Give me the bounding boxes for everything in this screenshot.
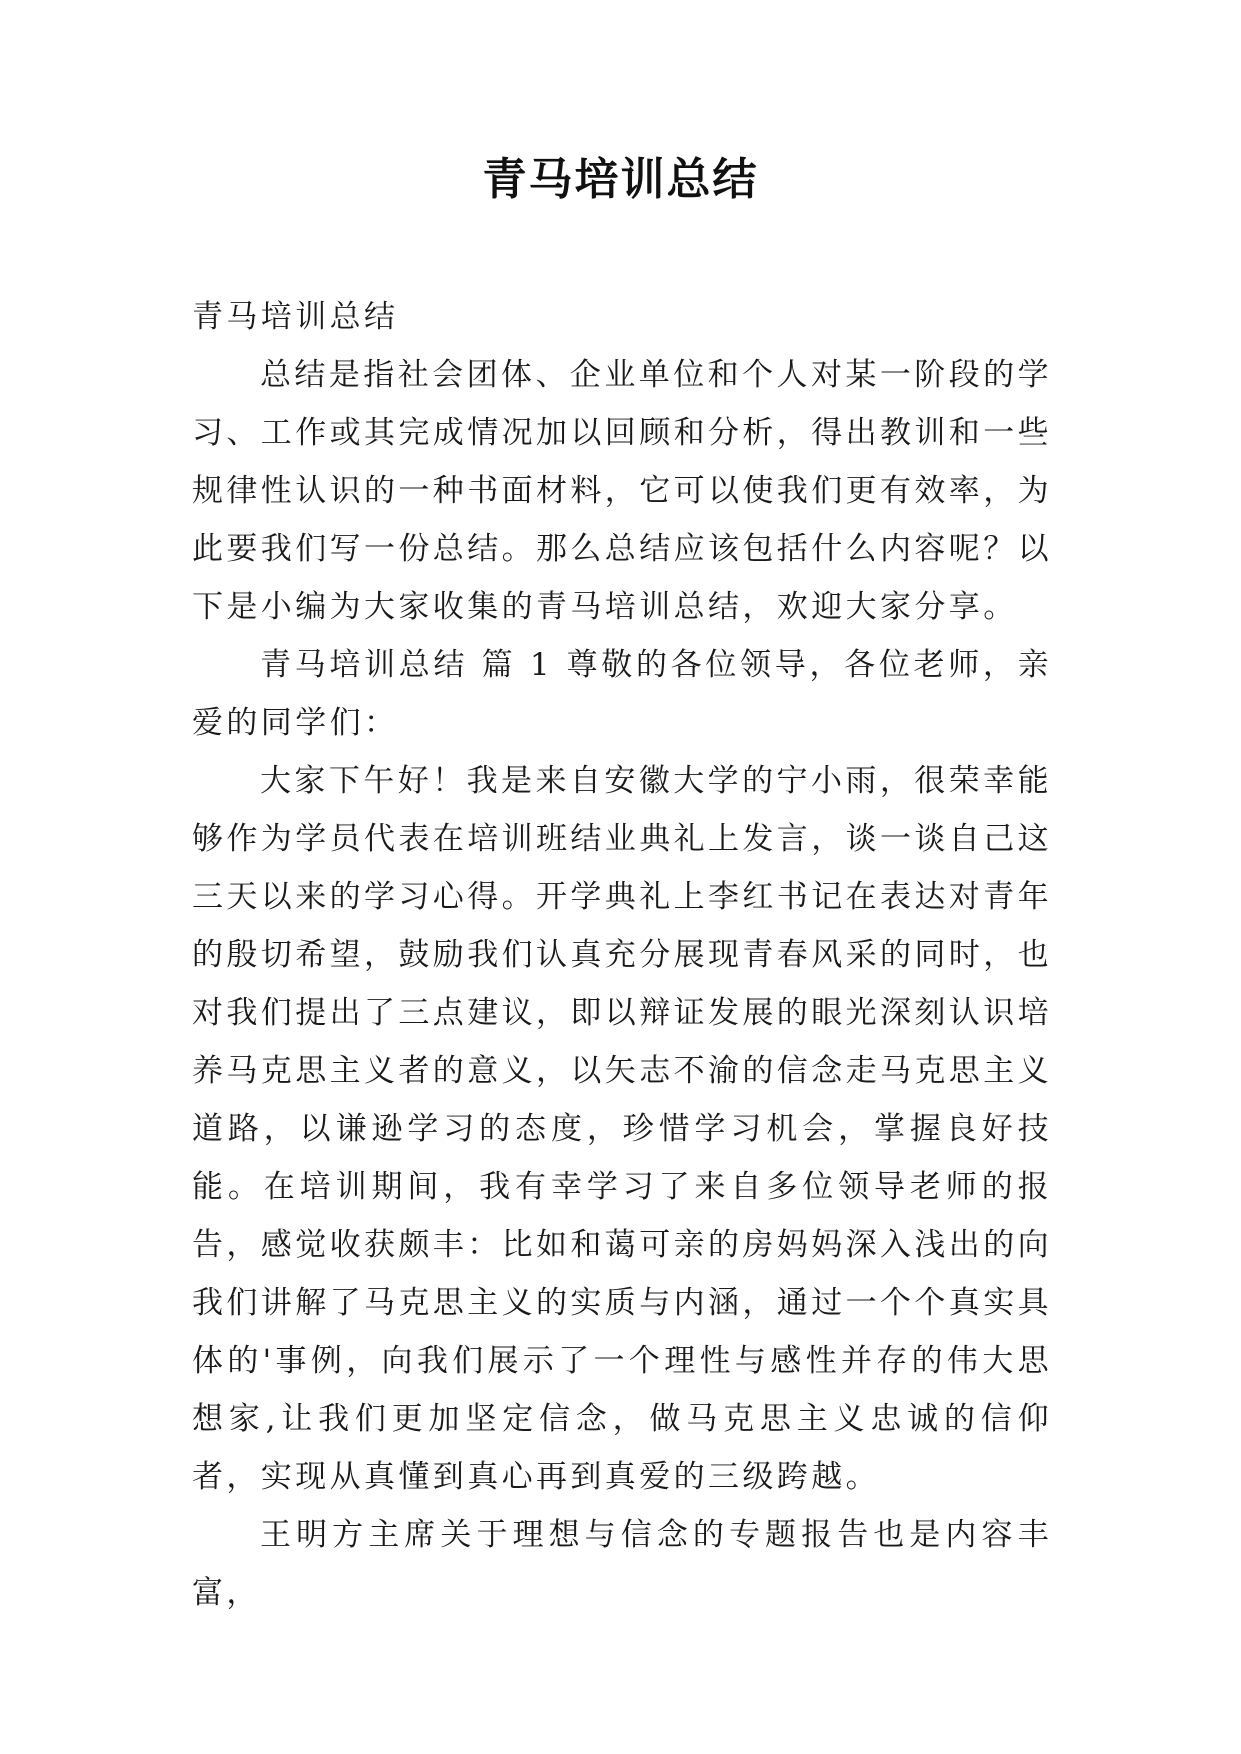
paragraph-salutation: 青马培训总结 篇 1 尊敬的各位领导，各位老师，亲爱的同学们： (192, 647, 1052, 741)
paragraph-speech: 大家下午好！我是来自安徽大学的宁小雨，很荣幸能够作为学员代表在培训班结业典礼上发言，谈一谈自己这三天以来的学习心得。开学典礼上李红书记在表达对青年的殷切希望，鼓励我们认真充分展现青春风采的同时，也对我们提出了三点建议，即以辩证发展的眼光深刻认识培养马克思主义者的意义，以矢志不渝的信念走马克思主义道路，以谦逊学习的态度，珍惜学习机会，掌握良好技能。在培训期间，我有幸学习了来自多位领导老师的报告，感觉收获颇丰：比如和蔼可亲的房妈妈深入浅出的向我们讲解了马克思主义的实质与内涵，通过一个个真实具体的'事例，向我们展示了一个理性与感性并存的伟大思想家,让我们更加坚定信念，做马克思主义忠诚的信仰者，实现从真懂到真心再到真爱的三级跨越。 (192, 763, 1052, 1495)
paragraph-intro: 总结是指社会团体、企业单位和个人对某一阶段的学习、工作或其完成情况加以回顾和分析，得出教训和一些规律性认识的一种书面材料，它可以使我们更有效率，为此要我们写一份总结。那么总结应该包括什么内容呢？以下是小编为大家收集的青马培训总结，欢迎大家分享。 (192, 357, 1052, 625)
document-subtitle: 青马培训总结 (192, 299, 399, 335)
paragraph-continuation: 王明方主席关于理想与信念的专题报告也是内容丰富， (192, 1517, 1052, 1611)
document-body (192, 288, 1052, 1622)
document-title: 青马培训总结 (482, 154, 759, 205)
